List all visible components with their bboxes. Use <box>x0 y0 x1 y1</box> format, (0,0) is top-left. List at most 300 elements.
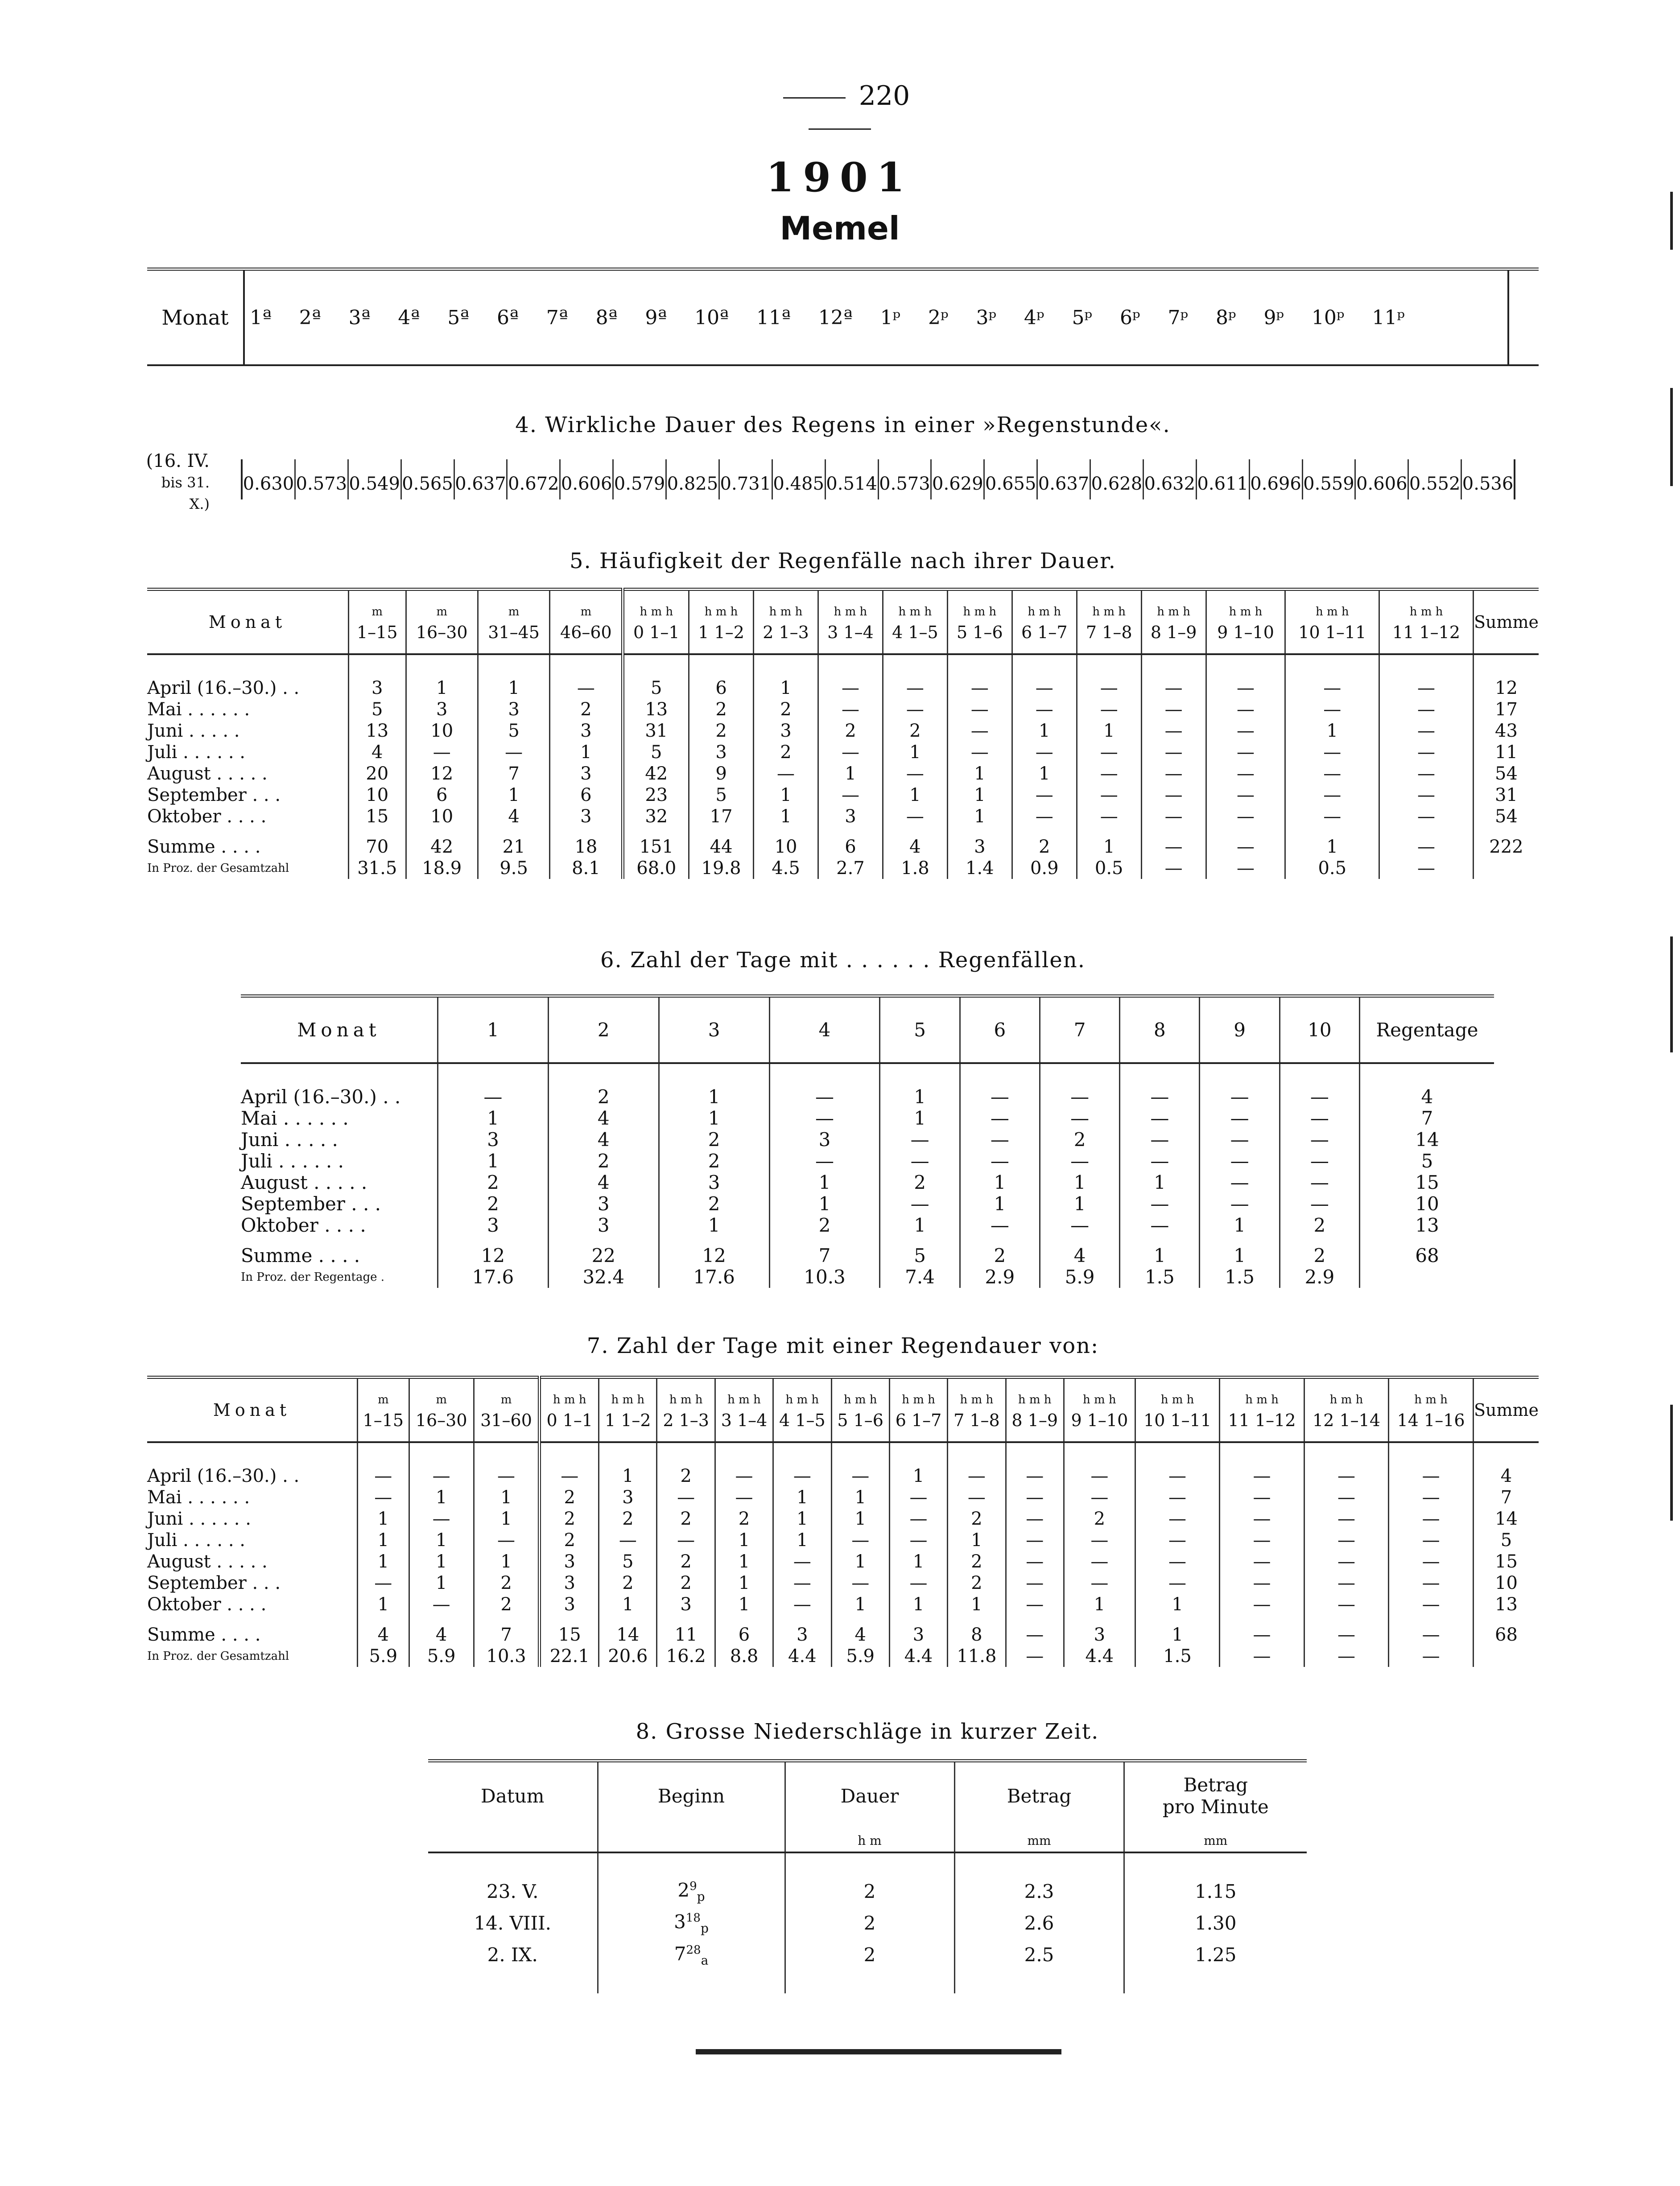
cell-value: 2 <box>818 720 883 742</box>
cell-value: 3 <box>659 1172 769 1193</box>
cell-value: 31 <box>623 720 689 742</box>
cell-value: 7 <box>474 1624 540 1646</box>
header-duration-class: h m h 8 1–9 <box>1141 590 1206 655</box>
cell-value: — <box>1280 1086 1359 1108</box>
cell-value: 0.5 <box>1077 858 1141 879</box>
cell-value: 4.5 <box>754 858 818 879</box>
row-sum: 5 <box>1360 1151 1494 1172</box>
header-duration-class: h m h 4 1–5 <box>883 590 947 655</box>
cell-value: 1 <box>754 806 818 827</box>
table-row <box>147 806 1539 827</box>
cell-value: — <box>1135 1508 1219 1530</box>
hour-label: 6ª <box>496 306 519 329</box>
cell-value: — <box>1135 1530 1219 1551</box>
cell-value: 3 <box>769 1129 880 1151</box>
header-duration-class: h m h 8 1–9 <box>1006 1378 1064 1443</box>
cell-value: — <box>599 1530 657 1551</box>
hour-label: 5ᵖ <box>1072 306 1093 329</box>
cell-value: — <box>1200 1129 1280 1151</box>
pro-minute: 1.15 <box>1124 1876 1307 1907</box>
cell-value: — <box>1220 1530 1304 1551</box>
cell-value: — <box>1220 1487 1304 1508</box>
cell-value: — <box>1064 1530 1135 1551</box>
cell-value: — <box>715 1465 773 1487</box>
header-duration-class: h m h 3 1–4 <box>818 590 883 655</box>
page-year: 1901 <box>766 154 914 201</box>
cell-value: 5 <box>623 677 689 699</box>
cell-value: — <box>1135 1551 1219 1572</box>
row-label: Oktober . . . . <box>147 1594 267 1615</box>
header-duration-class: m 16–30 <box>406 590 478 655</box>
duration-value: 0.606 <box>561 459 614 499</box>
section7-table <box>147 1376 1539 1667</box>
cell-value: — <box>1389 1594 1474 1615</box>
cell-value: — <box>1141 699 1206 720</box>
cell-value: 1 <box>880 1215 960 1236</box>
header-duration-class: h m h 0 1–1 <box>540 1378 599 1443</box>
cell-value: 3 <box>548 1193 659 1215</box>
cell-value: — <box>1120 1193 1200 1215</box>
cell-value: 2 <box>599 1508 657 1530</box>
hour-label: 4ᵖ <box>1024 306 1044 329</box>
cell-value: 1 <box>406 677 478 699</box>
cell-value: 1 <box>1077 836 1141 858</box>
hour-header-monat: Monat <box>147 271 245 364</box>
header-duration-class: m 46–60 <box>550 590 623 655</box>
header-summe: Summe <box>1473 1378 1539 1443</box>
row-sum: 13 <box>1473 1594 1539 1615</box>
duration-value: 0.629 <box>932 459 985 499</box>
row-label: Juli . . . . . . <box>147 1530 245 1551</box>
cell-value: 16.2 <box>657 1646 715 1667</box>
cell-value: — <box>1200 1086 1280 1108</box>
cell-value: 2.7 <box>818 858 883 879</box>
header-count: 5 <box>880 996 960 1064</box>
cell-value: 17.6 <box>659 1266 769 1288</box>
cell-value: — <box>1006 1508 1064 1530</box>
row-label: Juli . . . . . . <box>147 742 245 763</box>
cell-value: 1 <box>1135 1594 1219 1615</box>
cell-value: 5 <box>599 1551 657 1572</box>
cell-value: — <box>1389 1624 1474 1646</box>
cell-value: 2 <box>880 1172 960 1193</box>
cell-value: 3 <box>548 1215 659 1236</box>
header-duration-class: m 31–45 <box>478 590 549 655</box>
cell-value: 1 <box>715 1572 773 1594</box>
cell-value: — <box>1077 677 1141 699</box>
row-sum: 13 <box>1360 1215 1494 1236</box>
cell-value: 11 <box>657 1624 715 1646</box>
header-count: 3 <box>659 996 769 1064</box>
header-duration-class: h m h 10 1–11 <box>1285 590 1379 655</box>
cell-value: 10 <box>406 806 478 827</box>
cell-value: — <box>1040 1151 1119 1172</box>
cell-value: 1 <box>831 1551 889 1572</box>
table-row <box>241 1151 1494 1172</box>
cell-value: 5.9 <box>358 1646 409 1667</box>
header-monat: Monat <box>147 590 349 655</box>
cell-value: 10 <box>754 836 818 858</box>
cell-value: 1 <box>409 1572 474 1594</box>
hour-label: 3ª <box>348 306 371 329</box>
cell-value: — <box>1006 1594 1064 1615</box>
cell-value: — <box>889 1572 947 1594</box>
table-row <box>147 1508 1539 1530</box>
cell-value: — <box>880 1129 960 1151</box>
cell-value: 1 <box>358 1551 409 1572</box>
cell-value: 2 <box>438 1193 549 1215</box>
cell-value: — <box>1135 1465 1219 1487</box>
cell-value: 2 <box>1040 1129 1119 1151</box>
cell-value: — <box>1285 784 1379 806</box>
cell-value: 2 <box>548 1151 659 1172</box>
cell-value: — <box>947 677 1012 699</box>
hour-label: 9ª <box>645 306 667 329</box>
cell-value: — <box>1389 1551 1474 1572</box>
cell-value: 6 <box>550 784 623 806</box>
cell-value: 1 <box>358 1530 409 1551</box>
header-datum: Datum <box>481 1785 545 1807</box>
cell-value: 12 <box>406 763 478 784</box>
cell-value: 1 <box>478 784 549 806</box>
cell-value: — <box>1006 1572 1064 1594</box>
cell-value: 22 <box>548 1245 659 1266</box>
section4-values <box>241 459 1515 499</box>
cell-value: — <box>657 1530 715 1551</box>
hour-label: 10ᵖ <box>1311 306 1345 329</box>
header-count: 4 <box>769 996 880 1064</box>
header-duration-class: h m h 6 1–7 <box>889 1378 947 1443</box>
cell-value: 1 <box>754 784 818 806</box>
cell-value: 2 <box>715 1508 773 1530</box>
cell-value: — <box>1389 1530 1474 1551</box>
cell-value: 1 <box>409 1551 474 1572</box>
table-row <box>147 1487 1539 1508</box>
table-row <box>147 1530 1539 1551</box>
duration-value: 0.579 <box>614 459 667 499</box>
cell-value: 15 <box>349 806 406 827</box>
cell-value: — <box>889 1487 947 1508</box>
cell-value: 2 <box>689 699 754 720</box>
cell-value: — <box>1077 784 1141 806</box>
header-count: 1 <box>438 996 549 1064</box>
betrag: 2.6 <box>954 1907 1124 1939</box>
cell-value: — <box>1077 742 1141 763</box>
hour-label: 6ᵖ <box>1119 306 1140 329</box>
cell-value: — <box>818 677 883 699</box>
row-label: April (16.–30.) . . <box>241 1086 401 1108</box>
table-row <box>147 677 1539 699</box>
row-sum: 15 <box>1360 1172 1494 1193</box>
row-sum: 10 <box>1360 1193 1494 1215</box>
table-row <box>147 836 1539 858</box>
station-name: Memel <box>780 210 900 247</box>
cell-value: 5.9 <box>1040 1266 1119 1288</box>
cell-value: 2 <box>754 699 818 720</box>
cell-value: — <box>960 1129 1040 1151</box>
cell-value: — <box>1200 1108 1280 1129</box>
row-sum <box>1473 858 1539 879</box>
cell-value: 2 <box>1064 1508 1135 1530</box>
cell-value: 1 <box>474 1551 540 1572</box>
cell-value: — <box>1304 1508 1388 1530</box>
duration-value: 0.630 <box>243 459 296 499</box>
row-sum: 7 <box>1360 1108 1494 1129</box>
cell-value: — <box>1379 699 1474 720</box>
cell-value: — <box>1379 677 1474 699</box>
row-label: In Proz. der Regentage . <box>241 1270 385 1284</box>
cell-value: 4 <box>349 742 406 763</box>
header-duration-class: h m h 14 1–16 <box>1389 1378 1474 1443</box>
table-row <box>147 858 1539 879</box>
cell-value: 1 <box>358 1594 409 1615</box>
cell-value: — <box>1280 1172 1359 1193</box>
cell-value: 2 <box>948 1551 1006 1572</box>
cell-value: 1 <box>659 1086 769 1108</box>
cell-value: 13 <box>623 699 689 720</box>
cell-value: — <box>880 1193 960 1215</box>
cell-value: 3 <box>599 1487 657 1508</box>
cell-value: 7.4 <box>880 1266 960 1288</box>
row-label: Juni . . . . . <box>241 1129 338 1151</box>
row-sum: 68 <box>1360 1245 1494 1266</box>
cell-value: — <box>1120 1086 1200 1108</box>
cell-value: — <box>1006 1465 1064 1487</box>
cell-value: 2 <box>657 1551 715 1572</box>
table-row <box>147 742 1539 763</box>
cell-value: — <box>1006 1530 1064 1551</box>
header-beginn: Beginn <box>598 1761 785 1830</box>
cell-value: — <box>1141 858 1206 879</box>
cell-value: 1 <box>409 1530 474 1551</box>
cell-value: 22.1 <box>540 1646 599 1667</box>
table-row <box>147 1594 1539 1615</box>
cell-value: — <box>1304 1530 1388 1551</box>
cell-value: 21 <box>478 836 549 858</box>
cell-value: 9.5 <box>478 858 549 879</box>
hour-label: 11ᵖ <box>1372 306 1405 329</box>
hour-label: 3ᵖ <box>976 306 997 329</box>
duration-value: 0.672 <box>508 459 561 499</box>
cell-value: 20.6 <box>599 1646 657 1667</box>
hour-label: 8ª <box>595 306 618 329</box>
cell-value: 5 <box>349 699 406 720</box>
cell-value: 0.5 <box>1285 858 1379 879</box>
cell-value: — <box>438 1086 549 1108</box>
duration-value: 0.536 <box>1462 474 1514 494</box>
header-summe: Summe <box>1473 590 1539 655</box>
cell-value: — <box>1012 784 1077 806</box>
cell-value: 5 <box>689 784 754 806</box>
cell-value: 1 <box>478 677 549 699</box>
cell-value: — <box>1304 1465 1388 1487</box>
cell-value: — <box>1120 1151 1200 1172</box>
cell-value: 9 <box>689 763 754 784</box>
cell-value: — <box>1304 1594 1388 1615</box>
cell-value: — <box>883 763 947 784</box>
cell-value: 6 <box>406 784 478 806</box>
row-label: Oktober . . . . <box>147 806 267 827</box>
section4-label: (16. IV. bis 31. X.) <box>146 451 210 512</box>
cell-value: 10 <box>349 784 406 806</box>
cell-value: 3 <box>438 1215 549 1236</box>
cell-value: 3 <box>550 720 623 742</box>
table-row <box>147 1551 1539 1572</box>
cell-value: 10.3 <box>769 1266 880 1288</box>
cell-value: 1 <box>1040 1172 1119 1193</box>
table-row <box>241 1266 1494 1288</box>
cell-value: 1 <box>715 1551 773 1572</box>
cell-value: 1.5 <box>1120 1266 1200 1288</box>
header-count: 10 <box>1280 996 1359 1064</box>
cell-value: 2 <box>948 1508 1006 1530</box>
cell-value: 1.8 <box>883 858 947 879</box>
table-row <box>147 784 1539 806</box>
cell-value: — <box>1040 1086 1119 1108</box>
cell-value: 1 <box>1064 1594 1135 1615</box>
cell-value: — <box>1064 1465 1135 1487</box>
cell-value: 1 <box>358 1508 409 1530</box>
cell-value: 4 <box>883 836 947 858</box>
cell-value: 3 <box>540 1594 599 1615</box>
table-row <box>147 1465 1539 1487</box>
header-duration-class: m 1–15 <box>358 1378 409 1443</box>
cell-value: — <box>550 677 623 699</box>
cell-value: 5.9 <box>409 1646 474 1667</box>
table-row <box>147 1624 1539 1646</box>
cell-value: 1 <box>599 1594 657 1615</box>
duration-value: 0.565 <box>402 459 455 499</box>
cell-value: 4 <box>831 1624 889 1646</box>
hour-label: 8ᵖ <box>1215 306 1236 329</box>
cell-value: — <box>1200 1172 1280 1193</box>
duration-value: 0.559 <box>1303 459 1356 499</box>
row-sum: 7 <box>1473 1487 1539 1508</box>
cell-value: — <box>1285 699 1379 720</box>
section5-table <box>147 588 1539 879</box>
row-sum: 17 <box>1473 699 1539 720</box>
cell-value: 1 <box>1120 1245 1200 1266</box>
cell-value: 1 <box>960 1172 1040 1193</box>
cell-value: 32.4 <box>548 1266 659 1288</box>
header-duration-class: h m h 5 1–6 <box>947 590 1012 655</box>
cell-value: 1.5 <box>1200 1266 1280 1288</box>
cell-value: 10 <box>406 720 478 742</box>
cell-value: 1 <box>659 1108 769 1129</box>
header-duration-class: h m h 5 1–6 <box>831 1378 889 1443</box>
row-label: August . . . . . <box>147 763 268 784</box>
cell-value: — <box>1285 742 1379 763</box>
cell-value: — <box>1379 742 1474 763</box>
row-label: Summe . . . . <box>241 1245 360 1266</box>
row-label: Oktober . . . . <box>241 1214 366 1236</box>
row-label: April (16.–30.) . . <box>147 678 300 698</box>
cell-value: — <box>947 699 1012 720</box>
cell-value: — <box>1077 806 1141 827</box>
header-duration-class: h m h 2 1–3 <box>657 1378 715 1443</box>
cell-value: — <box>1120 1215 1200 1236</box>
duration-value: 0.731 <box>720 459 773 499</box>
row-sum: 5 <box>1473 1530 1539 1551</box>
table-row <box>241 1129 1494 1151</box>
cell-value: — <box>1006 1646 1064 1667</box>
cell-value: — <box>1220 1465 1304 1487</box>
cell-value: — <box>1379 858 1474 879</box>
cell-value: — <box>1135 1572 1219 1594</box>
cell-value: — <box>1040 1108 1119 1129</box>
cell-value: 1 <box>947 763 1012 784</box>
cell-value: 1 <box>599 1465 657 1487</box>
header-duration-class: h m h 3 1–4 <box>715 1378 773 1443</box>
header-duration-class: m 1–15 <box>349 590 406 655</box>
hour-header-hours <box>250 271 1405 364</box>
header-monat: Monat <box>241 996 438 1064</box>
cell-value: 6 <box>818 836 883 858</box>
header-regentage: Regentage <box>1360 996 1494 1064</box>
cell-value: 2 <box>657 1572 715 1594</box>
datum: 23. V. <box>487 1880 539 1902</box>
duration-value: 0.632 <box>1144 459 1197 499</box>
row-sum: 12 <box>1473 677 1539 699</box>
cell-value: — <box>540 1465 599 1487</box>
cell-value: 10.3 <box>474 1646 540 1667</box>
cell-value: — <box>1389 1508 1474 1530</box>
row-label: September . . . <box>241 1193 381 1215</box>
unit-betrag: mm <box>954 1829 1124 1852</box>
cell-value: — <box>1120 1108 1200 1129</box>
header-duration-class: h m h 7 1–8 <box>948 1378 1006 1443</box>
cell-value: — <box>1141 720 1206 742</box>
section8-table <box>428 1759 1307 1993</box>
cell-value: — <box>769 1108 880 1129</box>
cell-value: 8.8 <box>715 1646 773 1667</box>
duration-value: 0.573 <box>296 459 349 499</box>
cell-value: 1 <box>880 1086 960 1108</box>
header-count: 8 <box>1120 996 1200 1064</box>
cell-value: 1 <box>773 1508 831 1530</box>
duration-value: 0.549 <box>349 459 402 499</box>
cell-value: — <box>715 1487 773 1508</box>
cell-value: 4.4 <box>889 1646 947 1667</box>
header-duration-class: m 31–60 <box>474 1378 540 1443</box>
table-row <box>428 1907 1307 1939</box>
header-betrag-pro-minute: Betrag pro Minute <box>1124 1761 1307 1830</box>
cell-value: — <box>1389 1487 1474 1508</box>
cell-value: — <box>948 1487 1006 1508</box>
cell-value: 70 <box>349 836 406 858</box>
row-sum: 31 <box>1473 784 1539 806</box>
cell-value: 32 <box>623 806 689 827</box>
cell-value: — <box>1006 1551 1064 1572</box>
row-label: Juni . . . . . <box>147 721 240 741</box>
cell-value: — <box>1285 763 1379 784</box>
cell-value: 2 <box>540 1508 599 1530</box>
cell-value: 2 <box>548 1086 659 1108</box>
cell-value: — <box>1220 1594 1304 1615</box>
cell-value: 19.8 <box>689 858 754 879</box>
duration-value: 0.552 <box>1409 459 1462 499</box>
cell-value: 2 <box>883 720 947 742</box>
cell-value: — <box>1379 806 1474 827</box>
cell-value: 3 <box>478 699 549 720</box>
header-duration-class: m 16–30 <box>409 1378 474 1443</box>
cell-value: — <box>773 1551 831 1572</box>
cell-value: — <box>818 784 883 806</box>
cell-value: 17.6 <box>438 1266 549 1288</box>
pro-minute: 1.25 <box>1124 1939 1307 1971</box>
cell-value: 2.9 <box>960 1266 1040 1288</box>
cell-value: 7 <box>478 763 549 784</box>
